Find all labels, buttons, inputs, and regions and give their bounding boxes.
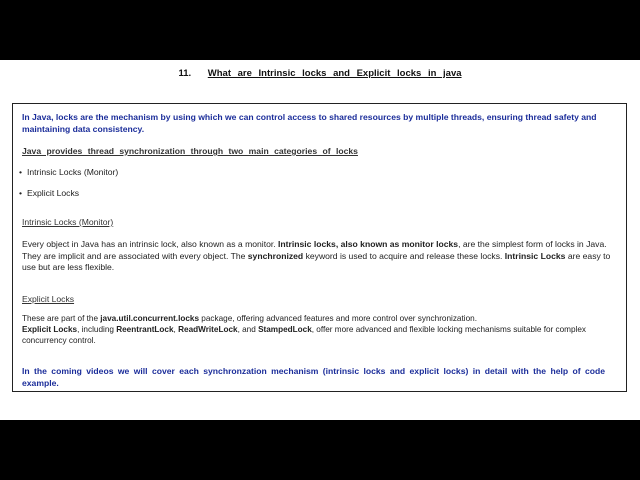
explicit-text-4: , — [173, 324, 179, 334]
explicit-heading: Explicit Locks — [22, 294, 75, 304]
content-box — [12, 103, 627, 392]
document-title — [0, 68, 640, 79]
category-item-intrinsic: • Intrinsic Locks (Monitor) — [27, 167, 118, 177]
explicit-text-6: , offer more advanced and flexible locking mechanisms suitable for complex concurrency control. — [22, 324, 587, 345]
categories-heading: Java provides thread synchronization through two main categories of locks — [22, 146, 358, 156]
explicit-bold-4: ReadWriteLock — [178, 324, 238, 334]
intrinsic-bold-3: Intrinsic Locks — [504, 250, 566, 261]
explicit-text-3: , including — [77, 324, 117, 334]
intrinsic-heading: Intrinsic Locks (Monitor) — [22, 217, 114, 227]
intrinsic-text-3: keyword is used to acquire and release these locks. — [303, 250, 505, 261]
intrinsic-text-2: , are the simplest form of locks in Java. They are implicit and are associated with every object. The — [22, 239, 607, 261]
explicit-text-5: , and — [237, 324, 259, 334]
intrinsic-text-4: are easy to use but are less flexible. — [22, 250, 611, 272]
intro-text: In Java, locks are the mechanism by using which we can control access to shared resources by multiple threads, ensuring thread safety and maintaining data consistency. — [22, 112, 597, 134]
explicit-bold-3: ReentrantLock — [116, 324, 174, 334]
intrinsic-bold-1: Intrinsic locks, also known as monitor locks — [278, 239, 459, 249]
explicit-paragraph — [22, 314, 617, 346]
title-number: 11. — [178, 68, 192, 79]
explicit-bold-1: java.util.concurrent.locks — [100, 314, 200, 323]
explicit-bold-2: Explicit Locks — [22, 324, 78, 334]
category-item-explicit: • Explicit Locks — [27, 188, 79, 198]
intrinsic-text-1: Every object in Java has an intrinsic lock, also known as a monitor. — [22, 239, 279, 249]
intrinsic-bold-2: synchronized — [247, 250, 304, 261]
explicit-text-2: package, offering advanced features and more control over synchronization. — [199, 314, 477, 323]
closing-text: In the coming videos we will cover each synchronzation mechanism (intrinsic locks and explicit locks) in detail with the help of code example. — [22, 366, 606, 388]
explicit-text-1: These are part of the — [22, 314, 101, 323]
explicit-bold-5: StampedLock — [258, 324, 312, 334]
intrinsic-paragraph — [22, 239, 617, 274]
document-page — [0, 60, 640, 420]
title-text: What are Intrinsic locks and Explicit locks in java — [207, 68, 462, 79]
